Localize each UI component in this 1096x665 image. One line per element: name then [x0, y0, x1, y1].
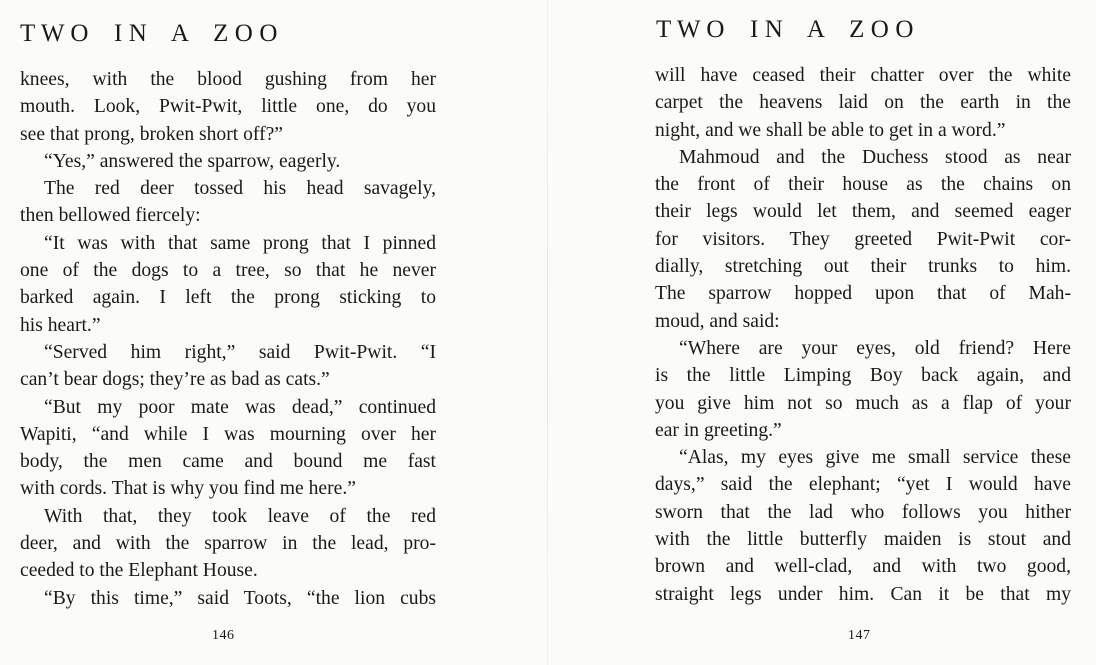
text-line: with cords. That is why you find me here.”: [20, 478, 356, 500]
text-line: one of the dogs to a tree, so that he never: [20, 260, 436, 282]
text-line: deer, and with the sparrow in the lead, pro-: [20, 533, 436, 555]
text-line: night, and we shall be able to get in a word.”: [655, 119, 1006, 141]
text-line: the front of their house as the chains on: [655, 174, 1071, 196]
right-page: [548, 0, 1096, 665]
text-line: Mahmoud and the Duchess stood as near: [679, 146, 1071, 168]
text-line: days,” said the elephant; “yet I would have: [655, 474, 1071, 496]
text-line: his heart.”: [20, 314, 101, 336]
body-text: [655, 62, 1071, 608]
text-line: with the little butterfly maiden is stout and: [655, 529, 1071, 551]
text-line: for visitors. They greeted Pwit-Pwit cor-: [655, 228, 1071, 250]
text-line: straight legs under him. Can it be that my: [655, 583, 1071, 605]
text-line: see that prong, broken short off?”: [20, 123, 283, 145]
text-line: dially, stretching out their trunks to him.: [655, 256, 1071, 278]
page-number: 146: [212, 628, 235, 643]
body-text: [20, 66, 436, 612]
text-line: “Where are your eyes, old friend? Here: [679, 337, 1071, 359]
text-line: “Alas, my eyes give me small service these: [679, 447, 1071, 469]
page-number: 147: [848, 628, 871, 643]
text-line: “But my poor mate was dead,” continued: [44, 396, 436, 418]
text-line: will have ceased their chatter over the white: [655, 65, 1071, 86]
text-line: ear in greeting.”: [655, 419, 782, 441]
text-line: “By this time,” said Toots, “the lion cubs: [44, 587, 436, 609]
text-line: The sparrow hopped upon that of Mah-: [655, 283, 1071, 305]
text-line: Wapiti, “and while I was mourning over her: [20, 423, 436, 445]
text-line: moud, and said:: [655, 310, 780, 332]
text-line: can’t bear dogs; they’re as bad as cats.”: [20, 369, 330, 391]
text-line: “It was with that same prong that I pinned: [44, 232, 436, 254]
text-line: sworn that the lad who follows you hither: [655, 501, 1071, 523]
text-line: you give him not so much as a flap of your: [655, 392, 1071, 414]
text-line: knees, with the blood gushing from her: [20, 69, 436, 90]
text-line: ceeded to the Elephant House.: [20, 560, 258, 582]
text-line: their legs would let them, and seemed eager: [655, 201, 1071, 223]
text-line: barked again. I left the prong sticking to: [20, 287, 436, 309]
text-line: “Served him right,” said Pwit-Pwit. “I: [44, 341, 436, 363]
text-line: The red deer tossed his head savagely,: [44, 178, 436, 200]
text-line: carpet the heavens laid on the earth in the: [655, 92, 1071, 114]
text-line: brown and well-clad, and with two good,: [655, 556, 1071, 578]
running-head: T W O I N A Z O O: [20, 20, 278, 47]
text-line: “Yes,” answered the sparrow, eagerly.: [44, 150, 341, 172]
text-line: then bellowed fiercely:: [20, 205, 201, 227]
text-line: body, the men came and bound me fast: [20, 451, 436, 473]
text-line: With that, they took leave of the red: [44, 505, 436, 527]
text-line: is the little Limping Boy back again, and: [655, 365, 1071, 387]
text-line: mouth. Look, Pwit-Pwit, little one, do you: [20, 96, 436, 118]
running-head: T W O I N A Z O O: [656, 16, 914, 43]
